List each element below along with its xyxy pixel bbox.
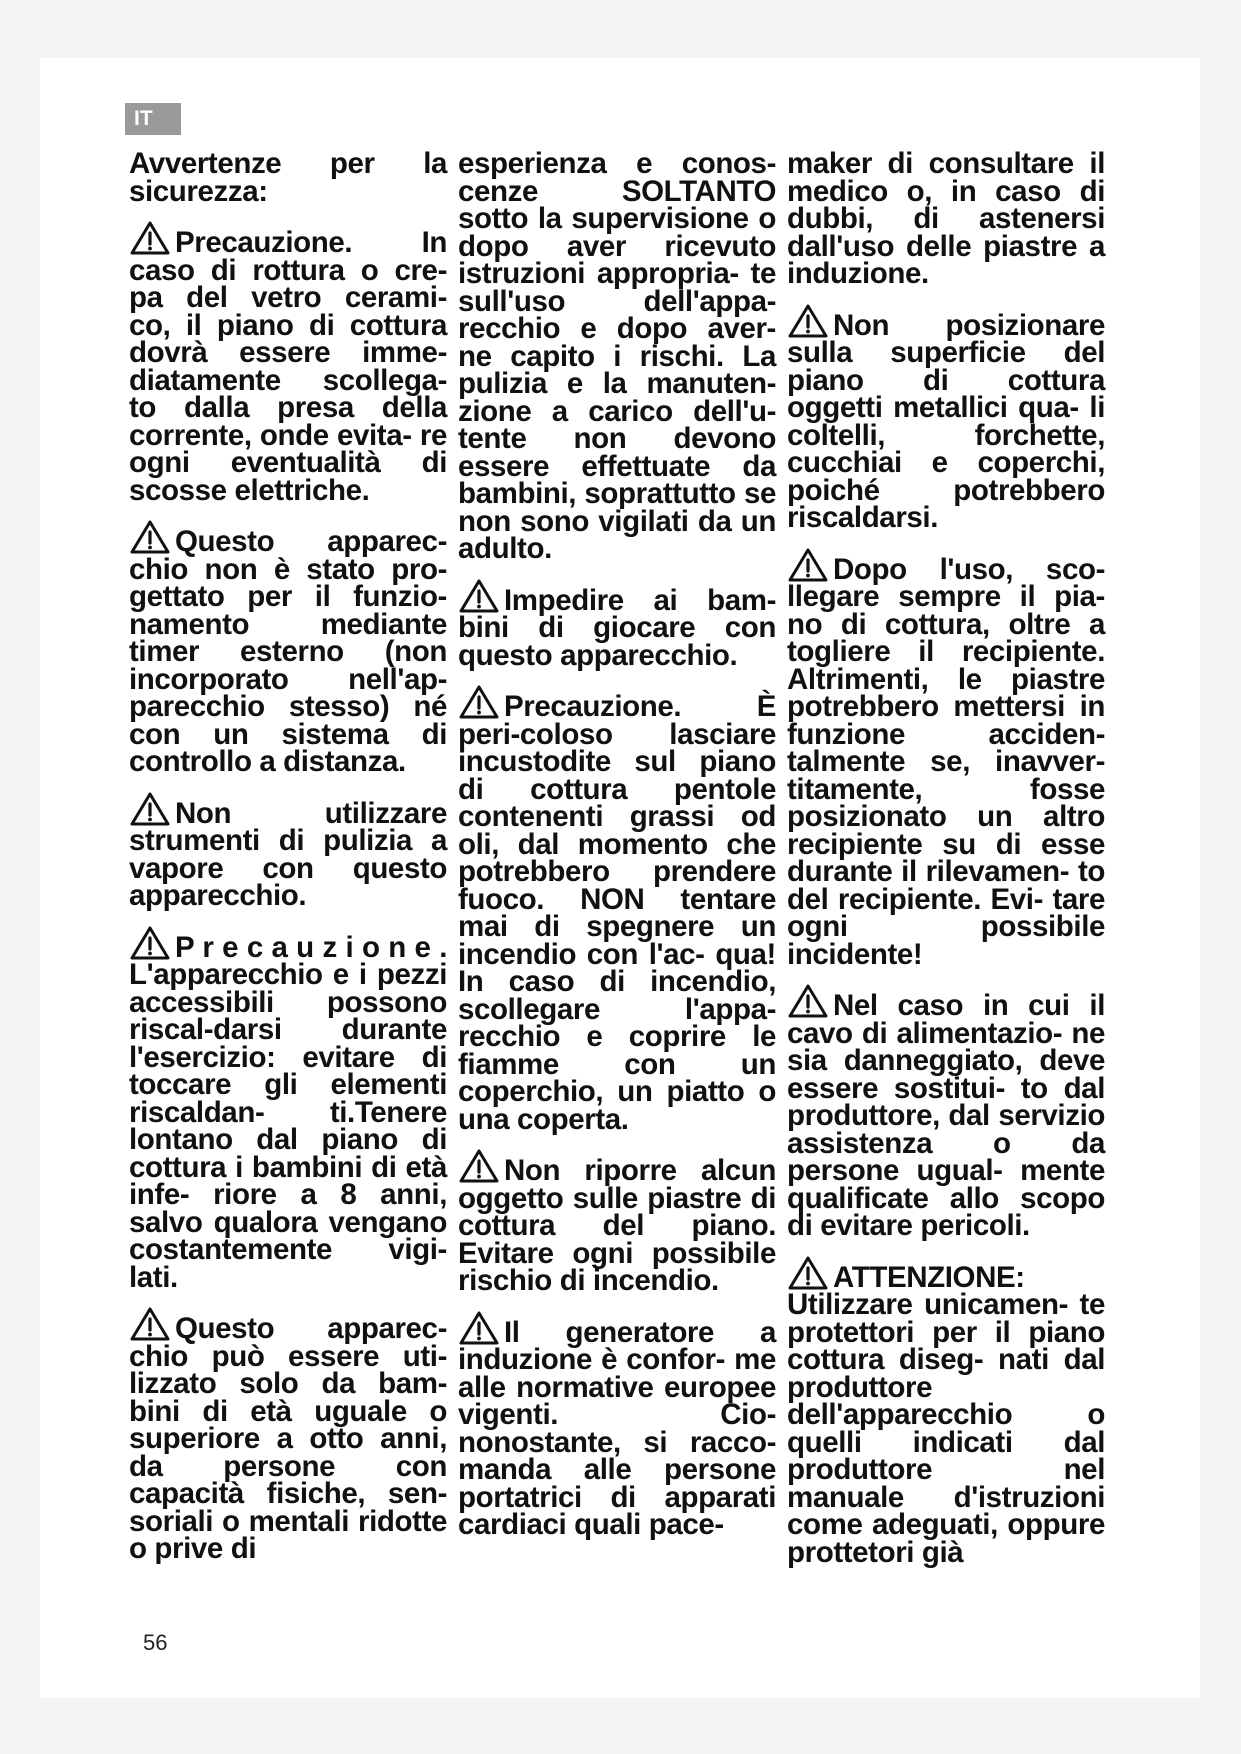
paragraph-text: Precauzione. È peri-coloso lasciare incustodite sul piano di cottura pentole contenenti grassi od oli, dal momento che potrebbero prendere fuoco. NON tentare mai di spegnere un incendio con l'ac- qua! In caso di incendio, scollegare l'appa-recchio e coprire le fiamme con un coperchio, un piatto o una coperta. [458,690,776,1136]
paragraph [787,147,1105,290]
warning-triangle-icon [129,791,171,827]
paragraph-text: Dopo l'uso, sco- llegare sempre il pia- no di cottura, oltre a togliere il recipiente. Altrimenti, le piastre potrebbero mettersi in funzione acciden- talmente se, inavver- titamente, fosse posizionato un altro recipiente su di esse durante il rilevamen- to del recipiente. Evi- tare ogni possibile incidente! [787,552,1105,971]
paragraph-text: maker di consultare il medico o, in caso di dubbi, di astenersi dall'uso delle piastre a induzione. [787,147,1105,290]
paragraph [458,578,776,670]
warning-triangle-icon [129,220,171,256]
warning-triangle-icon [458,1310,500,1346]
paragraph-text: Avvertenze per la sicurezza: [129,147,447,208]
paragraph [129,1306,447,1563]
warning-triangle-icon [129,925,171,961]
paragraph [129,147,447,208]
paragraph-text: esperienza e conos- cenze SOLTANTO sotto la supervisione o dopo aver ricevuto istruzioni appropria- te sull'uso dell'appa- recchio e dopo aver- ne capito i rischi. La pulizia e la manuten- zione a carico dell'u- tente non devono essere effettuate da bambini, soprattutto se non sono vigilati da un adulto. [458,147,776,565]
paragraph [787,303,1105,532]
paragraph [787,547,1105,969]
text-column-1 [129,147,447,1565]
text-column-3 [787,147,1105,1569]
paragraph [458,684,776,1136]
paragraph [458,1310,776,1539]
paragraph [787,1255,1105,1567]
paragraph-text: Precauzione. In caso di rottura o cre- pa del vetro cerami- co, il piano di cottura dovrà essere imme- diatamente scollega- to dalla presa della corrente, onde evita- re ogni eventualità di scosse elettriche. [129,226,447,507]
paragraph-text: Non posizionare sulla superficie del piano di cottura oggetti metallici qua- li coltelli, forchette, cucchiai e coperchi, poiché potrebbero riscaldarsi. [787,308,1105,534]
paragraph-text: ATTENZIONE: Utilizzare unicamen- te protettori per il piano cottura diseg- nati dal produttore dell'apparecchio o quelli indicati dal produttore nel manuale d'istruzioni come adeguati, oppure prottetori già [787,1260,1105,1569]
paragraph-text: Il generatore a induzione è confor- me alle normative europee vigenti. Cio- nonostante, si racco- manda alle persone portatrici di apparati cardiaci quali pace- [458,1315,776,1541]
paragraph-text: P r e c a u z i o n e . L'apparecchio e i pezzi accessibili possono riscal-darsi durante l'esercizio: evitare di toccare gli elementi riscaldan- ti.Tenere lontano dal piano di cottura i bambini di età infe- riore a 8 anni, salvo qualora vengano costantemente vigi- lati. [129,930,447,1294]
warning-triangle-icon [458,684,500,720]
paragraph-text: Non riporre alcun oggetto sulle piastre di cottura del piano. Evitare ogni possibile rischio di incendio. [458,1154,776,1297]
text-column-2 [458,147,776,1541]
page-number: 56 [143,1630,168,1655]
warning-triangle-icon [458,578,500,614]
paragraph [458,1148,776,1295]
warning-triangle-icon [787,303,829,339]
language-tab: IT [125,103,181,135]
paragraph-text: Impedire ai bam- bini di giocare con questo apparecchio. [458,583,776,672]
paragraph-text: Questo apparec- chio può essere uti- lizzato solo da bam- bini di età uguale o superiore a otto anni, da persone con capacità fisiche, sen- soriali o mentali ridotte o prive di [129,1312,447,1565]
warning-triangle-icon [787,547,829,583]
warning-triangle-icon [787,1255,829,1291]
paragraph-text: Nel caso in cui il cavo di alimentazio- ne sia danneggiato, deve essere sostitui- to dal produttore, dal servizio assistenza o da persone ugual- mente qualificate allo scopo di evitare pericoli. [787,989,1105,1242]
paragraph-text: Non utilizzare strumenti di pulizia a vapore con questo apparecchio. [129,796,447,912]
warning-triangle-icon [787,983,829,1019]
paragraph [787,983,1105,1240]
warning-triangle-icon [129,1306,171,1342]
paragraph [458,147,776,565]
paragraph-text: Questo apparec- chio non è stato pro- gettato per il funzio- namento mediante timer esterno (non incorporato nell'ap- parecchio stesso) né con un sistema di controllo a distanza. [129,525,447,778]
warning-triangle-icon [129,519,171,555]
warning-triangle-icon [458,1148,500,1184]
paragraph [129,220,447,507]
paragraph [129,519,447,776]
paragraph [129,791,447,910]
paragraph [129,925,447,1292]
